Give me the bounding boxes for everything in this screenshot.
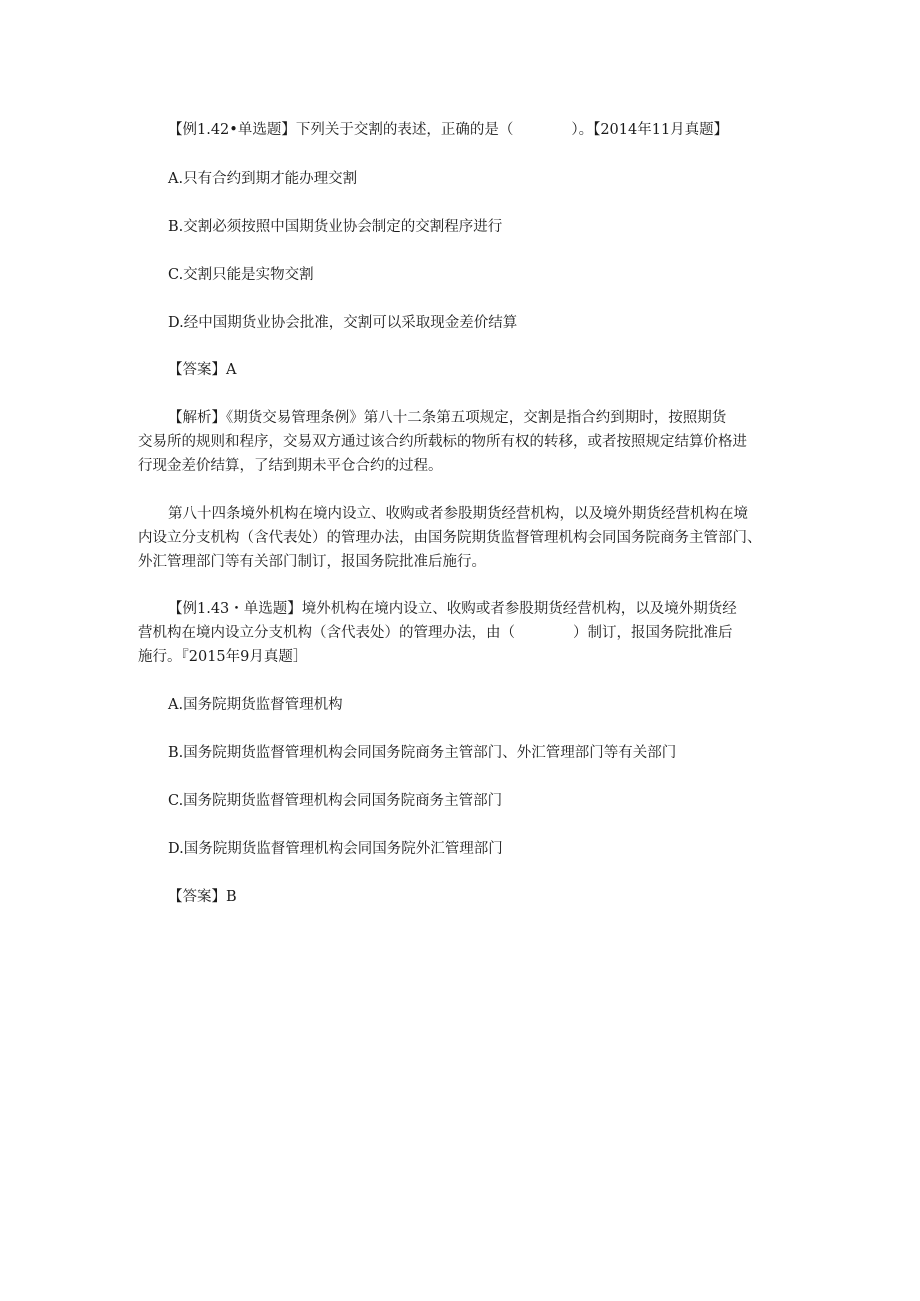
question-2-answer: 【答案】B bbox=[168, 889, 237, 905]
question-1-stem: 【例1.42•单选题】下列关于交割的表述，正确的是（ ）。【2014年11月真题】 bbox=[168, 122, 729, 138]
question-1-option-a: A.只有合约到期才能办理交割 bbox=[168, 171, 358, 187]
question-2-option-b: B.国务院期货监督管理机构会同国务院商务主管部门、外汇管理部门等有关部门 bbox=[168, 745, 677, 761]
question-2-stem bbox=[138, 597, 788, 669]
article-line: 第八十四条境外机构在境内设立、收购或者参股期货经营机构，以及境外期货经营机构在境 bbox=[168, 506, 748, 522]
question-1-answer: 【答案】A bbox=[168, 362, 237, 378]
analysis-line: 【解析】《期货交易管理条例》第八十二条第五项规定，交割是指合约到期时，按照期货 bbox=[168, 410, 727, 426]
question-1-option-d: D.经中国期货业协会批准，交割可以采取现金差价结算 bbox=[168, 315, 518, 331]
question-1-option-b: B.交割必须按照中国期货业协会制定的交割程序进行 bbox=[168, 219, 503, 235]
article-84-paragraph bbox=[138, 502, 788, 574]
article-line: 内设立分支机构（含代表处）的管理办法，由国务院期货监督管理机构会同国务院商务主管部门、 bbox=[138, 530, 762, 546]
question-1-option-c: C.交割只能是实物交割 bbox=[168, 267, 314, 283]
stem-line: 【例1.43・单选题】境外机构在境内设立、收购或者参股期货经营机构，以及境外期货经 bbox=[168, 601, 737, 617]
question-2-option-d: D.国务院期货监督管理机构会同国务院外汇管理部门 bbox=[168, 841, 503, 857]
analysis-line: 交易所的规则和程序，交易双方通过该合约所载标的物所有权的转移，或者按照规定结算价格进 bbox=[138, 434, 747, 450]
stem-line: 营机构在境内设立分支机构（含代表处）的管理办法，由（ ）制订，报国务院批准后 bbox=[138, 625, 733, 641]
analysis-line: 行现金差价结算，了结到期未平仓合约的过程。 bbox=[138, 458, 443, 474]
stem-line: 施行。『2015年9月真题］ bbox=[138, 649, 308, 665]
question-2-option-a: A.国务院期货监督管理机构 bbox=[168, 697, 343, 713]
question-1-analysis bbox=[138, 406, 788, 478]
article-line: 外汇管理部门等有关部门制订，报国务院批准后施行。 bbox=[138, 554, 486, 570]
question-2-option-c: C.国务院期货监督管理机构会同国务院商务主管部门 bbox=[168, 793, 503, 809]
